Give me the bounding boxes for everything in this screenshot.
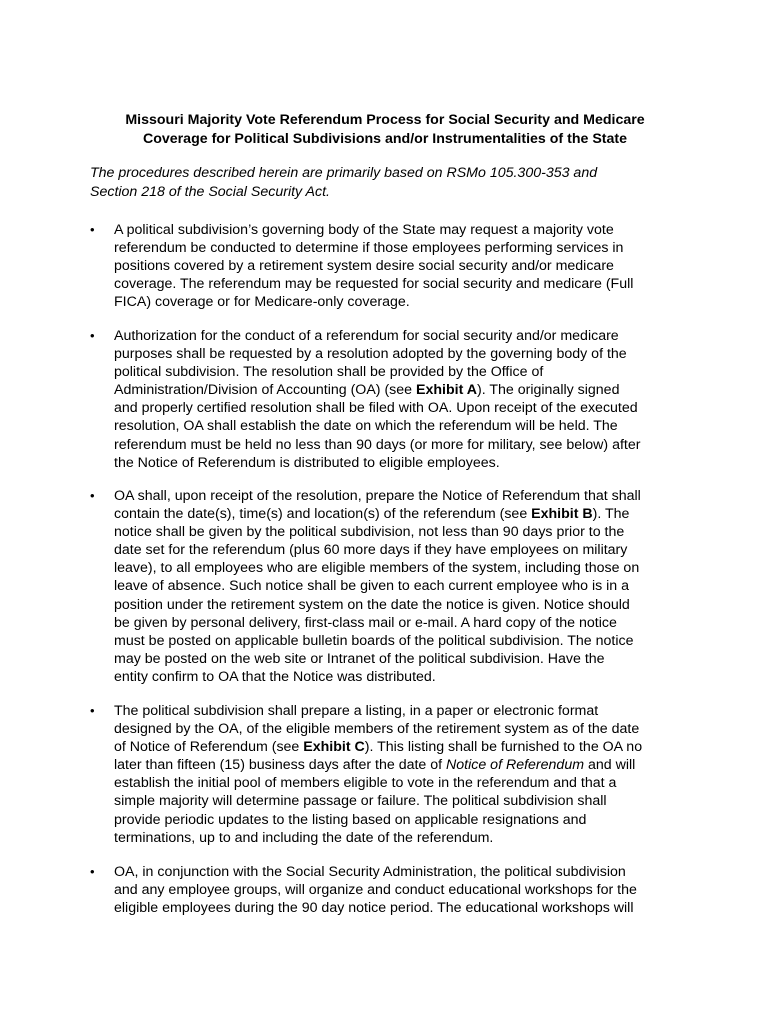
text-line: political subdivision. The resolution shall be provided by the Office of	[114, 364, 544, 381]
bullet-icon: •	[90, 864, 95, 879]
text-line: FICA) coverage or for Medicare-only coverage.	[114, 294, 410, 311]
text-line: A political subdivision’s governing body of the State may request a majority vote	[114, 222, 614, 238]
text-line: date set for the referendum (plus 60 more days if they have employees on military	[114, 542, 628, 559]
text-run: ). This listing shall be furnished to the OA no	[364, 739, 643, 756]
text-line: resolution, OA shall establish the date on which the referendum will be held. The	[114, 418, 618, 435]
exhibit-a-ref: Exhibit A	[416, 382, 477, 399]
text-line: leave of absence. Such notice shall be given to each current employee who is in a	[114, 578, 630, 595]
text-line: leave), to all employees who are eligible members of the system, including those on	[114, 560, 640, 577]
bullet-icon: •	[90, 328, 95, 343]
intro-line-2: Section 218 of the Social Security Act.	[90, 184, 331, 200]
text-run: later than fifteen (15) business days after the date of	[114, 757, 447, 774]
text-line: referendum be conducted to determine if those employees performing services in	[114, 240, 624, 257]
text-line: position under the retirement system on the date the notice is given. Notice should	[114, 596, 630, 613]
text-line: designed by the OA, of the eligible members of the retirement system as of the date	[114, 721, 640, 738]
text-line: must be posted on applicable bulletin boards of the political subdivision. The notice	[114, 632, 634, 649]
text-line: simple majority will determine passage or failure. The political subdivision shall	[114, 793, 607, 810]
text-line	[114, 756, 690, 774]
text-line: establish the initial pool of members eligible to vote in the referendum and that a	[114, 775, 617, 792]
text-line: be given by personal delivery, first-class mail or e-mail. A hard copy of the notice	[114, 614, 617, 631]
text-run: Administration/Division of Accounting (OA) (see	[114, 382, 417, 399]
text-line: entity confirm to OA that the Notice was distributed.	[114, 668, 436, 685]
list-item-text	[114, 487, 690, 686]
text-line: Authorization for the conduct of a referendum for social security and/or medicare	[114, 328, 619, 344]
text-run: of Notice of Referendum (see	[114, 739, 304, 756]
text-line: purposes shall be requested by a resolution adopted by the governing body of the	[114, 346, 627, 363]
text-line: provide periodic updates to the listing based on applicable resignations and	[114, 811, 587, 828]
bullet-icon: •	[90, 703, 95, 718]
list-item-text	[114, 327, 690, 472]
text-run: ). The originally signed	[476, 382, 620, 399]
text-line: positions covered by a retirement system desire social security and/or medicare	[114, 258, 614, 275]
exhibit-c-ref: Exhibit C	[303, 739, 365, 756]
text-line: the Notice of Referendum is distributed to eligible employees.	[114, 454, 500, 471]
text-run: and will	[584, 757, 636, 774]
text-line	[114, 505, 690, 523]
intro-line-1: The procedures described herein are primarily based on RSMo 105.300-353 and	[90, 165, 598, 181]
text-line	[114, 381, 690, 399]
intro-paragraph	[90, 164, 690, 202]
text-line: The political subdivision shall prepare a listing, in a paper or electronic format	[114, 703, 599, 719]
text-line: terminations, up to and including the date of the referendum.	[114, 829, 494, 846]
notice-of-referendum-ref: Notice of Referendum	[446, 757, 585, 774]
text-line	[114, 738, 690, 756]
title-line-2: Coverage for Political Subdivisions and/or Instrumentalities of the State	[142, 131, 628, 147]
text-run: contain the date(s), time(s) and location(s) of the referendum (see	[114, 506, 532, 523]
text-line: OA shall, upon receipt of the resolution, prepare the Notice of Referendum that shall	[114, 488, 641, 504]
bullet-icon: •	[90, 222, 95, 237]
list-item-text	[114, 702, 690, 847]
text-line: and properly certified resolution shall be filed with OA. Upon receipt of the executed	[114, 400, 638, 417]
list-item-text	[114, 221, 690, 311]
text-line: coverage. The referendum may be requested for social security and medicare (Full	[114, 276, 634, 293]
bullet-icon: •	[90, 488, 95, 503]
list-item-text	[114, 863, 690, 917]
text-line: OA, in conjunction with the Social Security Administration, the political subdivision	[114, 864, 626, 880]
title-line-1: Missouri Majority Vote Referendum Process for Social Security and Medicare	[125, 112, 645, 128]
text-line: referendum must be held no less than 90 days (or more for military, see below) after	[114, 436, 641, 453]
text-line: eligible employees during the 90 day notice period. The educational workshops will	[114, 900, 634, 917]
text-line: notice shall be given by the political subdivision, not less than 90 days prior to the	[114, 524, 625, 541]
exhibit-b-ref: Exhibit B	[531, 506, 593, 523]
document-title	[90, 111, 680, 149]
text-run: ). The	[592, 506, 630, 523]
text-line: may be posted on the web site or Intranet of the political subdivision. Have the	[114, 650, 605, 667]
text-line: and any employee groups, will organize and conduct educational workshops for the	[114, 882, 637, 899]
